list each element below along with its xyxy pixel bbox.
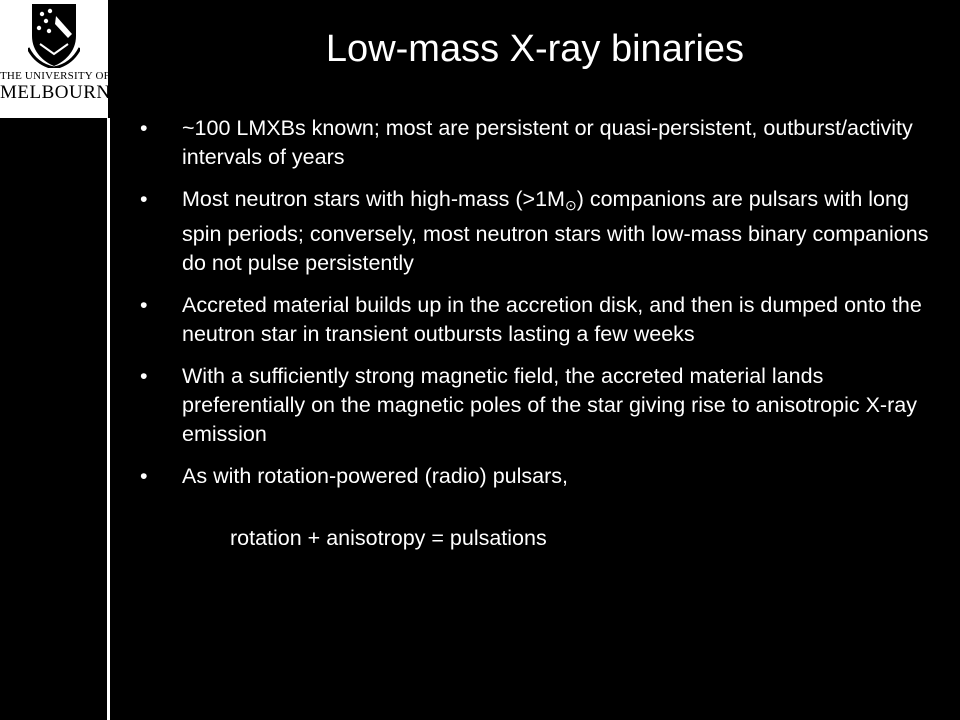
bullet-marker: • [140, 464, 148, 488]
bullet-text: As with rotation-powered (radio) pulsars, [182, 464, 568, 488]
bullet-text: Accreted material builds up in the accretion disk, and then is dumped onto the neutron star in transient outbursts lasting a few weeks [182, 293, 922, 346]
left-divider [107, 118, 110, 720]
bullet-list [140, 114, 930, 504]
slide-title: Low-mass X-ray binaries [325, 28, 745, 70]
bullet-item [140, 291, 930, 349]
solar-mass-symbol: ⊙ [564, 197, 577, 213]
equation-text: rotation + anisotropy = pulsations [230, 526, 547, 550]
bullet-text: Most neutron stars with high-mass (>1M [182, 187, 565, 211]
bullet-marker: • [140, 293, 148, 317]
university-name-line1: THE UNIVERSITY OF [0, 70, 110, 82]
bullet-marker: • [140, 187, 148, 211]
university-logo [0, 0, 123, 118]
bullet-item [140, 362, 930, 449]
bullet-text: ~100 LMXBs known; most are persistent or quasi-persistent, outburst/activity intervals of years [182, 116, 913, 169]
bullet-text: ) companions are pulsars with long spin periods; conversely, most neutron stars with low-mass binary companions do not pulse persistently [182, 187, 929, 275]
university-name-line2: MELBOURNE [0, 82, 123, 103]
bullet-text: With a sufficiently strong magnetic field, the accreted material lands preferentially on the magnetic poles of the star giving rise to anisotropic X-ray emission [182, 364, 917, 446]
bullet-item [140, 462, 930, 491]
bullet-item [140, 114, 930, 172]
crest-icon [28, 2, 80, 68]
bullet-marker: • [140, 116, 148, 140]
bullet-item [140, 185, 930, 278]
bullet-marker: • [140, 364, 148, 388]
